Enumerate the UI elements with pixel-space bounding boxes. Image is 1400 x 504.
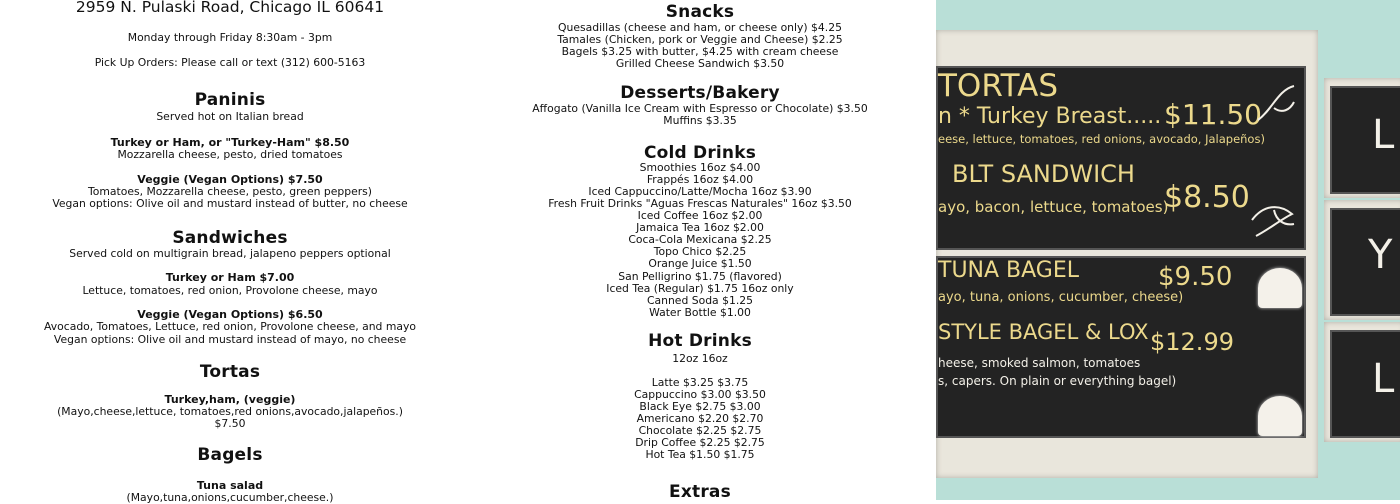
section-subtitle: Served cold on multigrain bread, jalapeno peppers optional (69, 247, 391, 260)
menu-item-desc: Tomatoes, Mozzarella cheese, pesto, green peppers) (88, 185, 372, 198)
menu-line: Frappés 16oz $4.00 (646, 173, 754, 186)
board-item: n * Turkey Breast..... (938, 104, 1162, 129)
section-title-sandwiches: Sandwiches (172, 228, 288, 248)
board-price: $11.50 (1164, 98, 1262, 131)
board-price: $9.50 (1158, 262, 1233, 292)
menu-line: Black Eye $2.75 $3.00 (639, 400, 761, 413)
section-title-snacks: Snacks (665, 2, 735, 22)
menu-line: Canned Soda $1.25 (646, 294, 754, 307)
flourish-decoration-icon (1246, 190, 1302, 246)
menu-line: Orange Juice $1.50 (648, 257, 752, 270)
board-desc: ayo, bacon, lettuce, tomatoes) (938, 198, 1169, 216)
board-item: TUNA BAGEL (938, 258, 1080, 283)
menu-item-name: Turkey or Ham $7.00 (165, 271, 295, 284)
board-price: $8.50 (1164, 180, 1250, 215)
menu-item-desc: Mozzarella cheese, pesto, dried tomatoes (117, 148, 343, 161)
section-subtitle: Served hot on Italian bread (156, 110, 304, 123)
section-title-tortas: Tortas (199, 362, 261, 382)
menu-item-name: Tuna salad (196, 479, 264, 492)
side-letter: L (1372, 356, 1395, 402)
section-title-cold-drinks: Cold Drinks (643, 143, 757, 163)
section-title-extras: Extras (669, 482, 731, 502)
menu-item-desc: (Mayo,cheese,lettuce, tomatoes,red onions,avocado,jalapeños.) (57, 405, 403, 418)
flourish-decoration-icon (1254, 80, 1302, 130)
menu-item-desc: (Mayo,tuna,onions,cucumber,cheese.) (126, 491, 334, 504)
chalkboard-panel (936, 256, 1306, 438)
address: 2959 N. Pulaski Road, Chicago IL 60641 (75, 0, 385, 16)
menu-line: Affogato (Vanilla Ice Cream with Espresso or Chocolate) $3.50 (532, 102, 868, 115)
menu-line: Topo Chico $2.25 (653, 245, 747, 258)
menu-item-desc: Lettuce, tomatoes, red onion, Provolone cheese, mayo (82, 284, 378, 297)
menu-line: Coca-Cola Mexicana $2.25 (628, 233, 772, 246)
menu-line: Quesadillas (cheese and ham, or cheese only) $4.25 (558, 21, 842, 34)
size-header: 12oz 16oz (672, 352, 728, 365)
board-title: TORTAS (938, 68, 1059, 104)
menu-line: Fresh Fruit Drinks "Aguas Frescas Naturales" 16oz $3.50 (548, 197, 852, 210)
menu-line: Americano $2.20 $2.70 (636, 412, 764, 425)
menu-line: Tamales (Chicken, pork or Veggie and Cheese) $2.25 (557, 33, 843, 46)
menu-item-note: Vegan options: Olive oil and mustard instead of mayo, no cheese (53, 333, 407, 346)
section-title-hot-drinks: Hot Drinks (648, 331, 752, 351)
menu-line: Water Bottle $1.00 (649, 306, 751, 319)
heart-decoration-icon (1258, 396, 1302, 436)
heart-decoration-icon (1258, 268, 1302, 308)
chalkboard-photo (936, 0, 1400, 500)
menu-line: Hot Tea $1.50 $1.75 (645, 448, 755, 461)
menu-line: Cappuccino $3.00 $3.50 (634, 388, 766, 401)
board-price: $12.99 (1150, 328, 1234, 356)
menu-item-desc: Avocado, Tomatoes, Lettuce, red onion, Provolone cheese, and mayo (44, 320, 416, 333)
board-desc: s, capers. On plain or everything bagel) (938, 374, 1177, 388)
menu-item-note: Vegan options: Olive oil and mustard instead of butter, no cheese (52, 197, 408, 210)
menu-line: Iced Tea (Regular) $1.75 16oz only (606, 282, 794, 295)
menu-line: Iced Coffee 16oz $2.00 (637, 209, 763, 222)
side-letter: Y (1368, 232, 1393, 278)
menu-item-name: Turkey or Ham, or "Turkey-Ham" $8.50 (110, 136, 350, 149)
menu-line: Bagels $3.25 with butter, $4.25 with cream cheese (561, 45, 839, 58)
board-item: BLT SANDWICH (952, 160, 1135, 188)
board-desc: eese, lettuce, tomatoes, red onions, avocado, Jalapeños) (938, 132, 1265, 146)
menu-line: Smoothies 16oz $4.00 (639, 161, 761, 174)
section-title-desserts: Desserts/Bakery (620, 83, 780, 103)
menu-line: Muffins $3.35 (663, 114, 737, 127)
board-item: STYLE BAGEL & LOX (938, 320, 1149, 344)
menu-item-name: Veggie (Vegan Options) $7.50 (137, 173, 323, 186)
menu-item-price: $7.50 (214, 417, 246, 430)
menu-line: Grilled Cheese Sandwich $3.50 (615, 57, 785, 70)
menu-line: Latte $3.25 $3.75 (651, 376, 749, 389)
section-title-bagels: Bagels (197, 445, 263, 465)
side-letter: L (1372, 112, 1395, 158)
board-desc: ayo, tuna, onions, cucumber, cheese) (938, 290, 1184, 305)
section-title-paninis: Paninis (194, 90, 266, 110)
menu-line: Jamaica Tea 16oz $2.00 (636, 221, 764, 234)
menu-line: Chocolate $2.25 $2.75 (638, 424, 762, 437)
pickup-info: Pick Up Orders: Please call or text (312) 600-5163 (94, 56, 366, 69)
menu-item-name: Veggie (Vegan Options) $6.50 (137, 308, 323, 321)
menu-line: Iced Cappuccino/Latte/Mocha 16oz $3.90 (588, 185, 812, 198)
board-desc: heese, smoked salmon, tomatoes (938, 356, 1141, 370)
menu-line: Drip Coffee $2.25 $2.75 (635, 436, 765, 449)
menu-item-name: Turkey,ham, (veggie) (164, 393, 296, 406)
hours: Monday through Friday 8:30am - 3pm (127, 31, 333, 44)
menu-line: San Pelligrino $1.75 (flavored) (618, 270, 782, 283)
